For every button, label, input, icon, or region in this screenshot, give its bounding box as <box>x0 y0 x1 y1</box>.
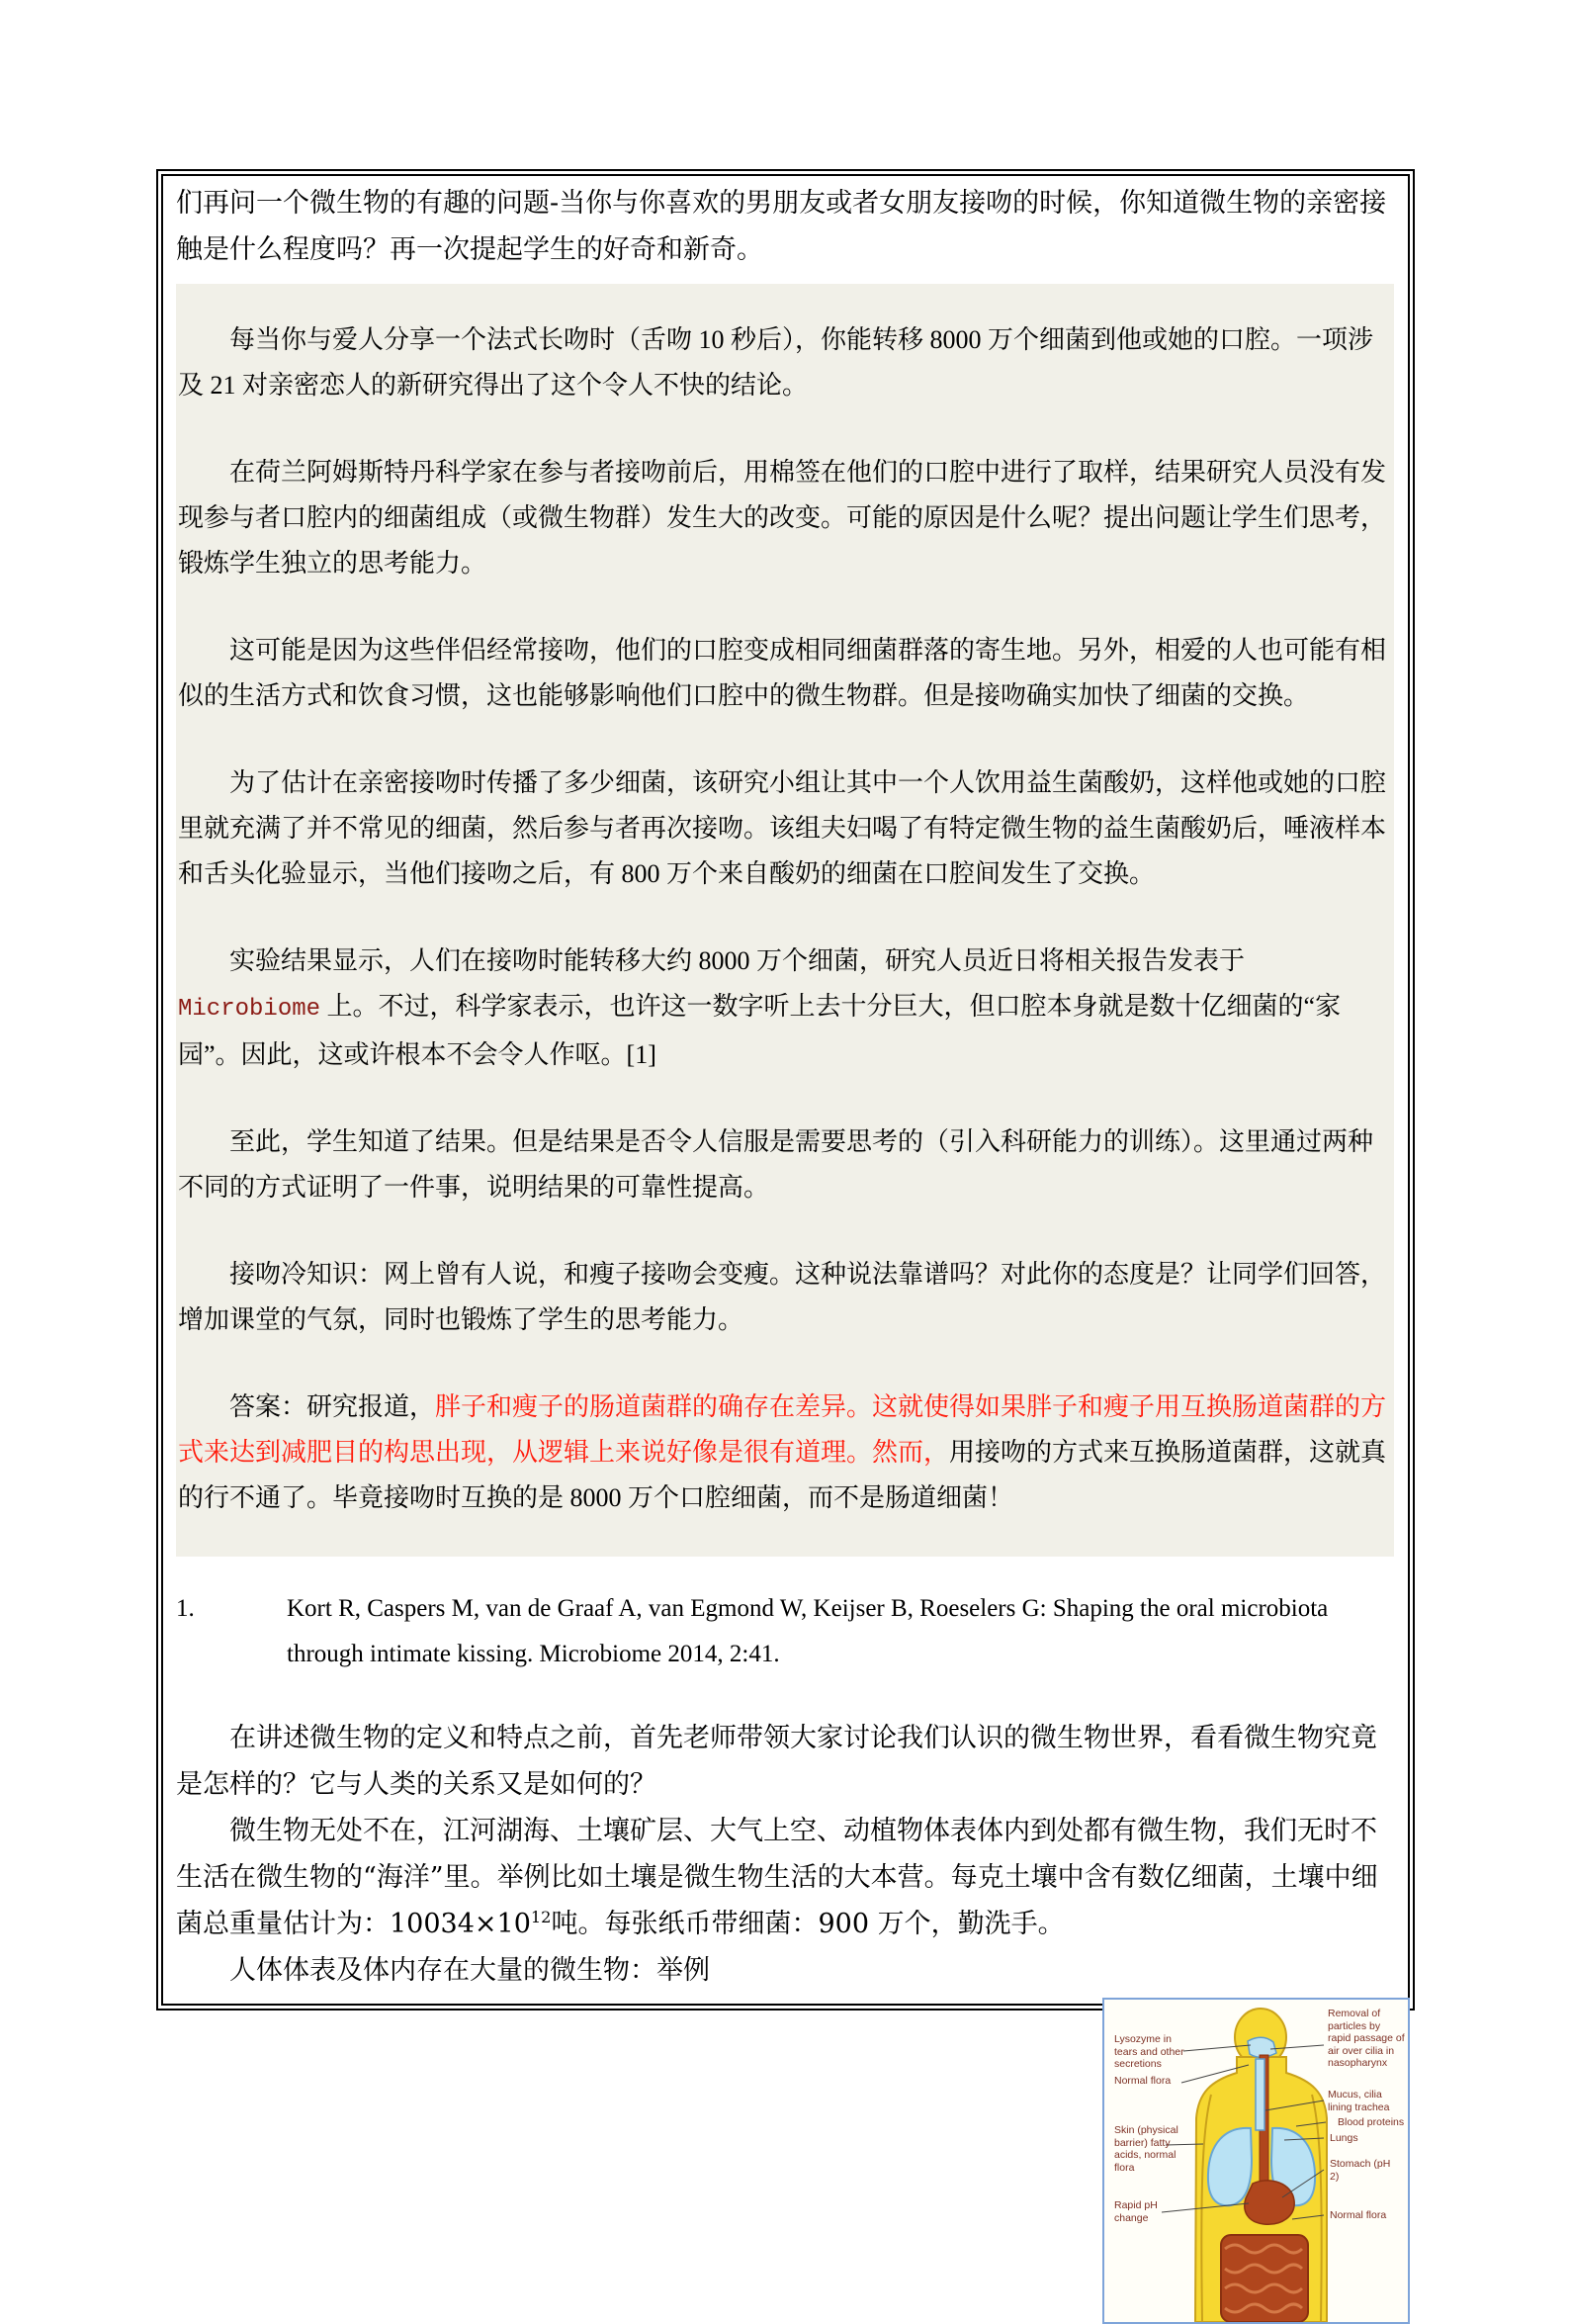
reference-citation: Kort R, Caspers M, van de Graaf A, van Egmond W, Keijser B, Roeselers G: Shaping the oral microbiota through intimate kissing. Microbiome 2014, 2:41. <box>287 1595 1329 1667</box>
paragraph-kissing-trivia: 接吻冷知识：网上曾有人说，和瘦子接吻会变瘦。这种说法靠谱吗？对此你的态度是？让同学们回答，增加课堂的气氛，同时也锻炼了学生的思考能力。 <box>178 1260 1387 1334</box>
label-lungs: Lungs <box>1330 2132 1358 2144</box>
reference-number: 1. <box>176 1595 195 1622</box>
label-lysozyme: Lysozyme in tears and other secretions <box>1114 2033 1184 2070</box>
label-cilia-removal: Removal of particles by rapid passage of air over cilia in nasopharynx <box>1328 2008 1405 2069</box>
paragraph-microbes-everywhere <box>176 1808 1394 1947</box>
label-rapid-ph: Rapid pH change <box>1114 2199 1158 2224</box>
highlighted-block <box>176 284 1394 1557</box>
paragraph-answer <box>178 1385 1388 1521</box>
paragraph-possible-reason: 这可能是因为这些伴侣经常接吻，他们的口腔变成相同细菌群落的寄生地。另外，相爱的人也可能有相似的生活方式和饮食习惯，这也能够影响他们口腔中的微生物群。但是接吻确实加快了细菌的交换。 <box>178 636 1387 710</box>
journal-name-microbiome: Microbiome <box>178 996 321 1023</box>
label-normal-flora-face: Normal flora <box>1114 2075 1172 2087</box>
nasopharynx-shape <box>1248 2037 1276 2057</box>
paragraph-french-kiss: 每当你与爱人分享一个法式长吻时（舌吻 10 秒后），你能转移 8000 万个细菌到他或她的口腔。一项涉及 21 对亲密恋人的新研究得出了这个令人不快的结论。 <box>178 325 1374 400</box>
exponent-superscript: 12 <box>530 1908 552 1926</box>
result-text-before: 实验结果显示，人们在接吻时能转移大约 8000 万个细菌，研究人员近日将相关报告发表于 <box>229 946 1246 975</box>
body-defenses-figure <box>1102 1998 1410 2324</box>
stomach-shape <box>1245 2181 1294 2224</box>
trachea-shape <box>1256 2059 1264 2130</box>
label-blood-proteins: Blood proteins <box>1338 2116 1405 2128</box>
paragraph-intro-question: 们再问一个微生物的有趣的问题-当你与你喜欢的男朋友或者女朋友接吻的时候，你知道微生物的亲密接触是什么程度吗？再一次提起学生的好奇和新奇。 <box>176 188 1387 265</box>
lecture-notes-section <box>176 1715 1394 1994</box>
label-normal-flora-gut: Normal flora <box>1330 2209 1387 2221</box>
answer-red-emphasis: 胖子和瘦子的肠道菌群的确存在差异。这就使得如果胖子和瘦子用互换肠道菌群的方式来达到减肥目的构思出现，从逻辑上来说好像是很有道理。然而， <box>178 1392 1387 1467</box>
paragraph-human-body-flora: 人体体表及体内存在大量的微生物：举例 <box>229 1955 710 1986</box>
reference-item <box>176 1586 1394 1677</box>
paragraph-yogurt-experiment: 为了估计在亲密接吻时传播了多少细菌，该研究小组让其中一个人饮用益生菌酸奶，这样他或她的口腔里就充满了并不常见的细菌，然后参与者再次接吻。该组夫妇喝了有特定微生物的益生菌酸奶后，唾液样本和舌头化验显示，当他们接吻之后，有 800 万个来自酸奶的细菌在口腔间发生了交换。 <box>178 768 1387 888</box>
everywhere-text-after: 吨。每张纸币带细菌：900 万个，勤洗手。 <box>551 1909 1065 1939</box>
paragraph-lecture-intro: 在讲述微生物的定义和特点之前，首先老师带领大家讨论我们认识的微生物世界，看看微生物究竟是怎样的？它与人类的关系又是如何的？ <box>176 1723 1377 1800</box>
everywhere-text: 微生物无处不在，江河湖海、土壤矿层、大气上空、动植物体表体内到处都有微生物，我们无时不生活在微生物的“海洋”里。举例比如土壤是微生物生活的大本营。每克土壤中含有数亿细菌，土壤中细菌总重量估计为：10034×10 <box>176 1816 1378 1939</box>
answer-prefix: 答案：研究报道， <box>229 1392 436 1421</box>
paragraph-critical-thinking: 至此，学生知道了结果。但是结果是否令人信服是需要思考的（引入科研能力的训练）。这里通过两种不同的方式证明了一件事，说明结果的可靠性提高。 <box>178 1127 1374 1202</box>
label-mucus-cilia: Mucus, cilia lining trachea <box>1328 2089 1390 2113</box>
label-skin-barrier: Skin (physical barrier) fatty acids, normal flora <box>1114 2124 1178 2174</box>
document-table-cell <box>156 169 1415 2011</box>
answer-suffix: 用接吻的方式来互换肠道菌群，这就真的行不通了。毕竟接吻时互换的是 8000 万个口腔细菌，而不是肠道细菌！ <box>178 1438 1387 1512</box>
label-stomach-ph: Stomach (pH 2) <box>1330 2158 1391 2183</box>
paragraph-experiment-result <box>178 939 1388 1078</box>
paragraph-amsterdam-study: 在荷兰阿姆斯特丹科学家在参与者接吻前后，用棉签在他们的口腔中进行了取样，结果研究人员没有发现参与者口腔内的细菌组成（或微生物群）发生大的改变。可能的原因是什么呢？提出问题让学生们思考，锻炼学生独立的思考能力。 <box>178 458 1387 578</box>
result-text-after: 上。不过，科学家表示，也许这一数字听上去十分巨大，但口腔本身就是数十亿细菌的“家园”。因此，这或许根本不会令人作呕。[1] <box>178 992 1342 1069</box>
